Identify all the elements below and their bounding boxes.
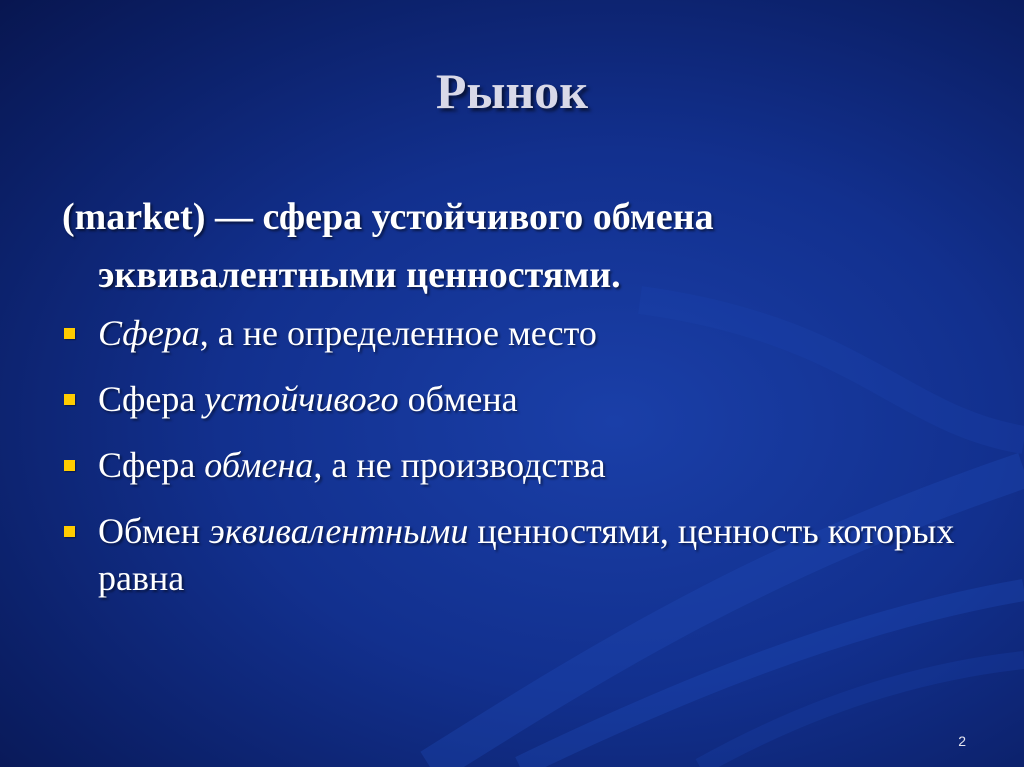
bullet-text: обмена — [398, 379, 518, 419]
bullet-text: ценностями, ценность которых равна — [98, 511, 955, 598]
definition-line-1: (market) — сфера устойчивого обмена — [62, 196, 714, 238]
square-bullet-icon — [64, 328, 75, 339]
definition-text — [62, 188, 982, 304]
square-bullet-icon — [64, 460, 75, 471]
bullet-italic-text: Сфера — [98, 313, 200, 353]
definition-line-2: эквивалентными ценностями. — [98, 254, 621, 296]
bullet-text: , а не производства — [313, 445, 606, 485]
list-item — [62, 508, 982, 602]
list-item — [62, 442, 982, 489]
square-bullet-icon — [64, 394, 75, 405]
bullet-text: , а не определенное место — [199, 313, 597, 353]
square-bullet-icon — [64, 526, 75, 537]
bullet-list — [62, 310, 982, 602]
bullet-text: Сфера — [98, 379, 205, 419]
slide-title: Рынок — [435, 63, 589, 119]
bullet-text: Обмен — [98, 511, 209, 551]
slide-content — [62, 188, 982, 602]
page-number: 2 — [958, 733, 966, 749]
bullet-italic-text: эквивалентными — [209, 511, 469, 551]
bullet-italic-text: устойчивого — [204, 379, 399, 419]
list-item — [62, 310, 982, 357]
bullet-italic-text: обмена — [204, 445, 314, 485]
list-item — [62, 376, 982, 423]
bullet-text: Сфера — [98, 445, 205, 485]
